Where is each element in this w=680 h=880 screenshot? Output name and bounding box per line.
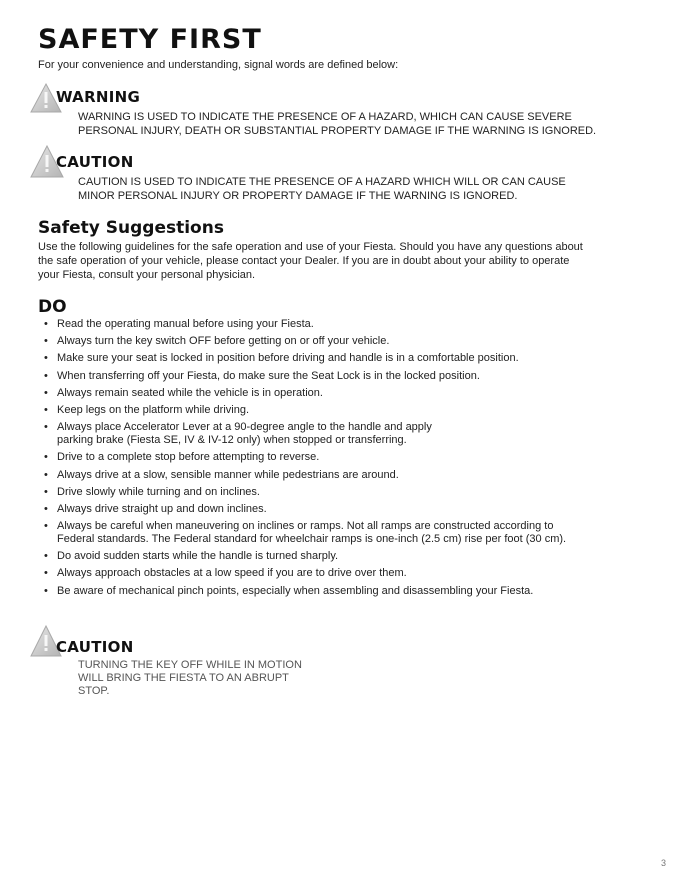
do-list-item: • Always turn the key switch OFF before getting on or off your vehicle. [44,335,604,348]
caution-bottom-label: CAUTION [56,638,134,656]
caution-bottom-text: TURNING THE KEY OFF WHILE IN MOTION WILL BRING THE FIESTA TO AN ABRUPT STOP. [78,659,302,697]
do-list-item: • Be aware of mechanical pinch points, especially when assembling and disassembling your Fiesta. [44,585,604,598]
do-list-item: • Make sure your seat is locked in position before driving and handle is in a comfortable position. [44,352,604,365]
warning-text: WARNING IS USED TO INDICATE THE PRESENCE OF A HAZARD, WHICH CAN CAUSE SEVERE PERSONAL INJURY, DEATH OR SUBSTANTIAL PROPERTY DAMAGE IF THE WARNING IS IGNORED. [78,111,597,137]
do-list-item: • Drive slowly while turning and on inclines. [44,486,604,499]
do-list-item: • Always drive at a slow, sensible manner while pedestrians are around. [44,469,604,482]
do-list-item: • When transferring off your Fiesta, do make sure the Seat Lock is in the locked position. [44,370,604,383]
do-list-item: • Keep legs on the platform while driving. [44,404,604,417]
caution-label: CAUTION [56,153,134,171]
caution-definition-text: CAUTION IS USED TO INDICATE THE PRESENCE OF A HAZARD WHICH WILL OR CAN CAUSE MINOR PERSONAL INJURY OR PROPERTY DAMAGE IF THE WARNING IS IGNORED. [78,176,566,202]
page-number: 3 [660,858,666,868]
do-list-item: • Always approach obstacles at a low speed if you are to drive over them. [44,567,604,580]
page-title: SAFETY FIRST [38,24,262,55]
do-list-item: • Always remain seated while the vehicle is in operation. [44,387,604,400]
safety-suggestions-heading: Safety Suggestions [38,218,224,238]
do-list [44,318,604,602]
do-heading: DO [38,297,67,317]
do-list-item: • Drive to a complete stop before attempting to reverse. [44,451,604,464]
safety-suggestions-text: Use the following guidelines for the safe operation and use of your Fiesta. Should you have any questions about the safe operation of your vehicle, please contact your Dealer. If you are in doubt about your ability to operate your Fiesta, consult your personal physician. [38,241,583,281]
do-list-item: • Always place Accelerator Lever at a 90-degree angle to the handle and apply parking brake (Fiesta SE, IV & IV-12 only) when stopped or transferring. [44,421,604,447]
do-list-item: • Do avoid sudden starts while the handle is turned sharply. [44,550,604,563]
warning-label: WARNING [56,88,141,106]
do-list-item: • Read the operating manual before using your Fiesta. [44,318,604,331]
intro-text: For your convenience and understanding, signal words are defined below: [38,59,399,71]
do-list-item: • Always drive straight up and down inclines. [44,503,604,516]
do-list-item: • Always be careful when maneuvering on inclines or ramps. Not all ramps are constructed according to Federal standards. The Federal standard for wheelchair ramps is one-inch (2.5 cm) rise per foot (30 cm). [44,520,604,546]
